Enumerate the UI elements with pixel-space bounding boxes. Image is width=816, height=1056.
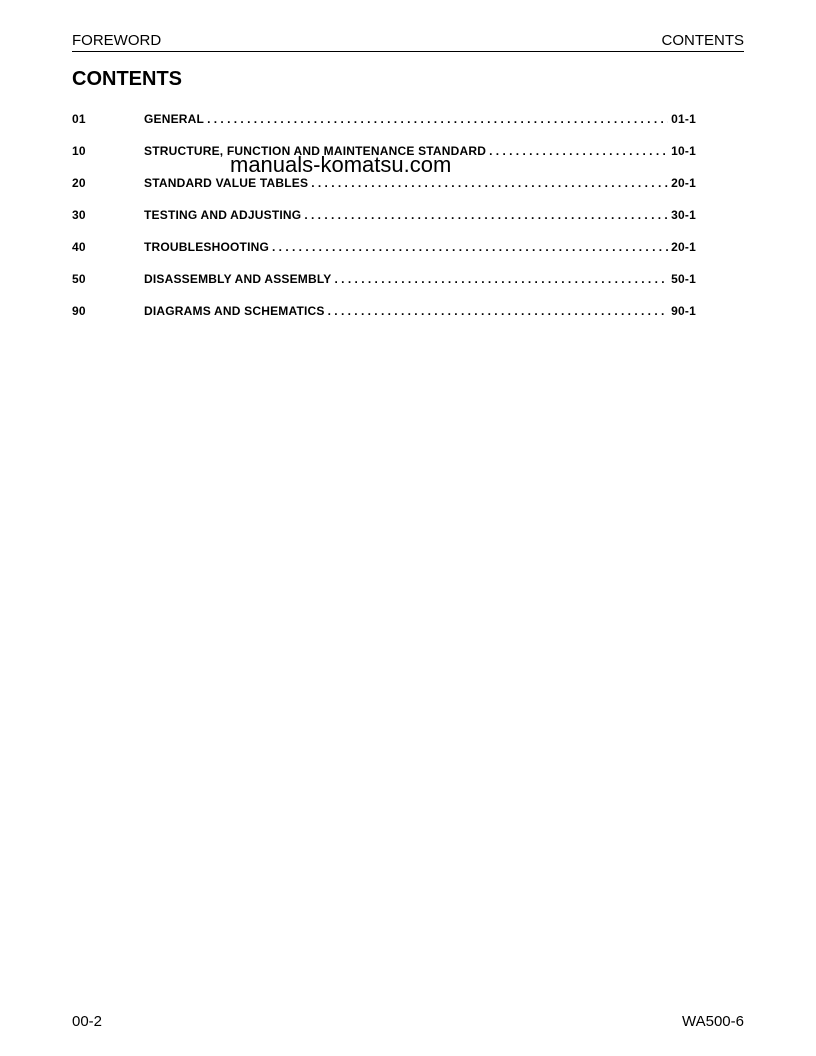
toc-number: 01 <box>72 112 86 126</box>
toc-page-ref: 01-1 <box>671 112 696 126</box>
toc-leader-dots <box>328 303 669 319</box>
toc-entry-diagrams[interactable] <box>72 303 696 335</box>
toc-page-ref: 10-1 <box>671 144 696 158</box>
toc-leader-dots <box>489 143 668 159</box>
toc-label: STANDARD VALUE TABLES <box>144 176 309 190</box>
toc-page-ref: 20-1 <box>671 240 696 254</box>
toc-entry-general[interactable] <box>72 111 696 143</box>
page-header <box>72 32 744 52</box>
toc-leader-dots <box>207 111 668 127</box>
toc-entry-standard-values[interactable] <box>72 175 696 207</box>
toc-label: STRUCTURE, FUNCTION AND MAINTENANCE STANDARD <box>144 144 487 158</box>
page-title: CONTENTS <box>72 68 182 90</box>
header-section-label: FOREWORD <box>72 32 162 49</box>
toc-number: 40 <box>72 240 86 254</box>
toc-number: 90 <box>72 304 86 318</box>
table-of-contents <box>72 111 696 335</box>
toc-label: GENERAL <box>144 112 205 126</box>
toc-label: DIAGRAMS AND SCHEMATICS <box>144 304 325 318</box>
toc-number: 50 <box>72 272 86 286</box>
toc-number: 30 <box>72 208 86 222</box>
toc-label: TESTING AND ADJUSTING <box>144 208 302 222</box>
toc-page-ref: 20-1 <box>671 176 696 190</box>
header-page-label: CONTENTS <box>661 32 744 49</box>
toc-label: DISASSEMBLY AND ASSEMBLY <box>144 272 332 286</box>
footer-model-code: WA500-6 <box>682 1013 744 1030</box>
toc-entry-troubleshooting[interactable] <box>72 239 696 271</box>
toc-leader-dots <box>335 271 669 287</box>
toc-page-ref: 30-1 <box>671 208 696 222</box>
toc-entry-testing[interactable] <box>72 207 696 239</box>
toc-entry-disassembly[interactable] <box>72 271 696 303</box>
toc-leader-dots <box>304 207 668 223</box>
toc-page-ref: 90-1 <box>671 304 696 318</box>
watermark-text: manuals-komatsu.com <box>230 152 452 177</box>
toc-number: 10 <box>72 144 86 158</box>
toc-page-ref: 50-1 <box>671 272 696 286</box>
toc-label: TROUBLESHOOTING <box>144 240 269 254</box>
footer-page-number: 00-2 <box>72 1013 103 1030</box>
toc-number: 20 <box>72 176 86 190</box>
toc-leader-dots <box>272 239 668 255</box>
